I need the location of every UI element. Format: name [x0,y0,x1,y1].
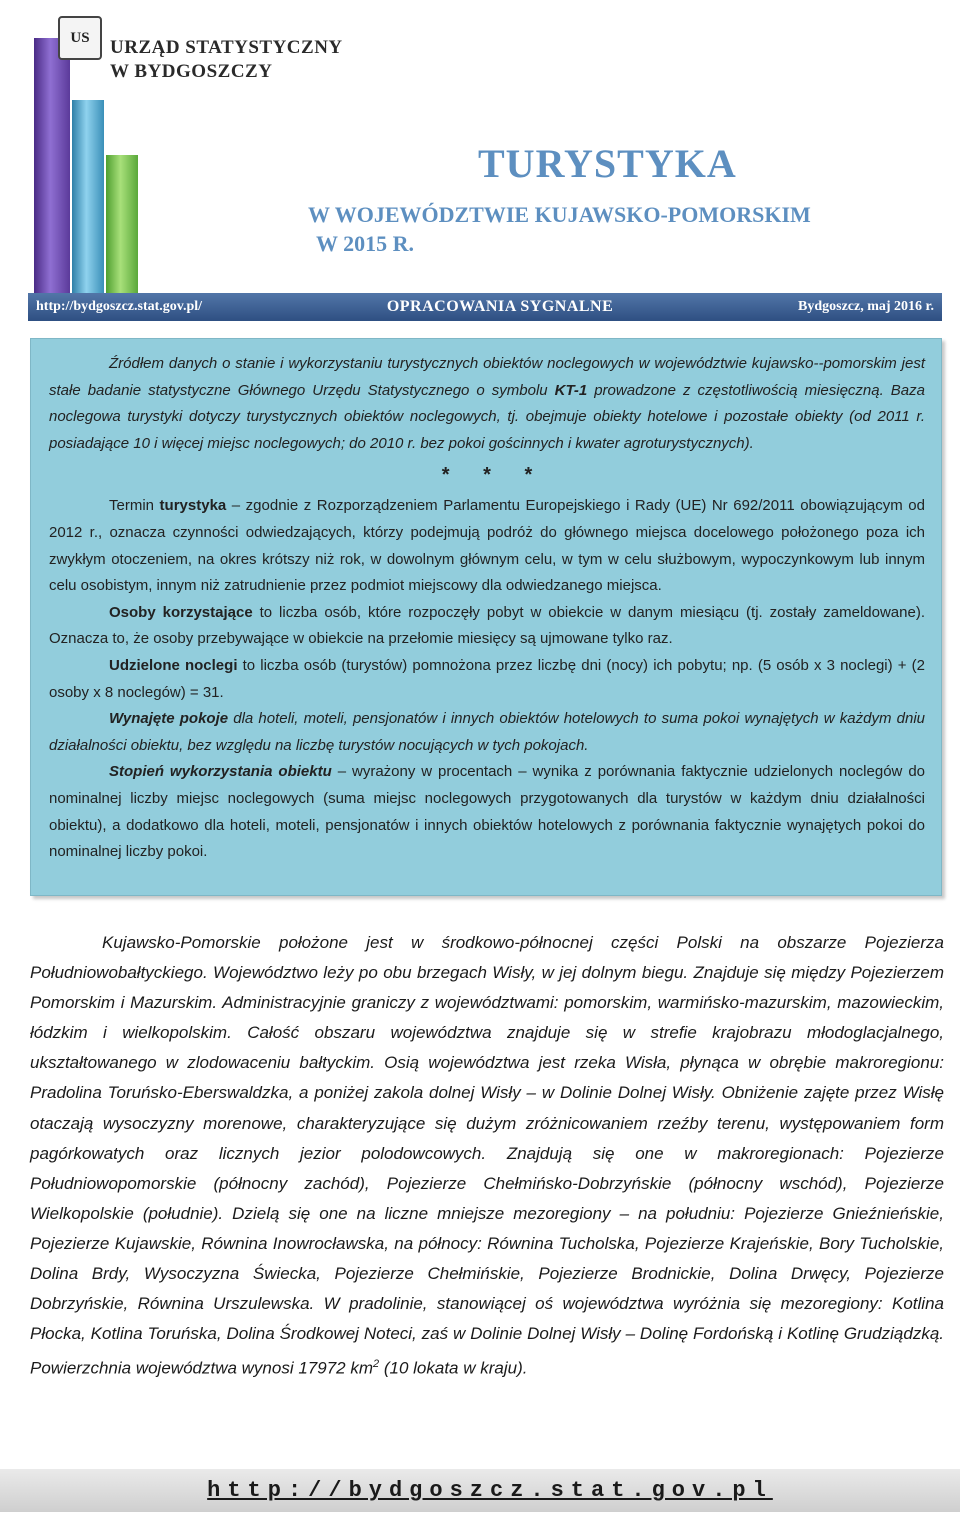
region-description [30,928,944,1384]
series-name: OPRACOWANIA SYGNALNE [386,298,614,315]
footer-url-link[interactable]: http://bydgoszcz.stat.gov.pl [207,1478,773,1503]
survey-symbol: KT-1 [554,381,588,399]
definition-text: dla hoteli, moteli, pensjonatów i innych obiektów hotelowych to suma pokoi wynajętych w każdym dniu działalności obiektu, bez względu na liczbę turystów nocujących w tych pokojach. [49,710,926,754]
logo-bar-purple [34,38,70,300]
definition-text: to liczba osób (turystów) pomnożona przez liczbę dni (nocy) ich pobytu; np. (5 osób x 3 noclegi) + (2 osoby x 8 noclegów) = 31. [49,656,925,701]
page-footer [0,1469,960,1512]
source-paragraph [49,351,925,457]
superscript-2: 2 [373,1358,380,1371]
definition-text: Termin [109,497,160,515]
definition-guests [49,600,925,653]
definition-term: turystyka [159,497,227,515]
definition-term: Udzielone noclegi [109,656,238,674]
definition-term: Osoby korzystające [109,603,253,621]
region-description-end: (10 lokata w kraju). [379,1358,528,1378]
signal-bar [28,293,942,321]
section-separator: * * * [441,464,547,487]
office-name [110,36,343,84]
definition-tourism [49,493,925,599]
source-text: Źródłem danych o stanie i wykorzystaniu turystycznych obiektów noclegowych w województwie kujawsko--pomorskim jest stałe badanie statystyczne Głównego Urzędu Statystycznego o symbolu [49,355,925,399]
report-subtitle-line1: W WOJEWÓDZTWIE KUJAWSKO-POMORSKIM [308,202,811,227]
report-subtitle-line2: W 2015 R. [316,231,414,256]
office-name-line2: W BYDGOSZCZY [110,61,273,82]
header-url-link[interactable]: http://bydgoszcz.stat.gov.pl/ [36,299,203,314]
logo-bar-blue [72,100,104,300]
definition-text: to liczba osób, które rozpoczęły pobyt w obiekcie w danym miesiącu (tj. zostały zameldowane). Oznacza to, że osoby przebywające w obiekcie na przełomie miesięcy są ujmowane tylko raz. [49,603,925,648]
definition-nights [49,653,925,706]
office-name-line1: URZĄD STATYSTYCZNY [110,37,343,58]
definition-occupancy [49,759,925,865]
region-description-text: Kujawsko-Pomorskie położone jest w środkowo-północnej części Polski na obszarze Pojezierza Południowobałtyckiego. Województwo leży po obu brzegach Wisły, w jej dolnym biegu. Znajduje się między Pojezierzem Pomorskim i Mazurskim. Administracyjnie graniczy z województwami: pomorskim, warmińsko-mazurskim, mazowieckim, łódzkim i wielkopolskim. Całość obszaru województwa znajduje się w strefie krajobrazu młodoglacjalnego, ukształtowanego w zlodowaceniu bałtyckim. Osią województwa jest rzeka Wisła, płynąca w obrębie makroregionu: Pradolina Toruńsko-Eberswaldzka, a poniżej zakola dolnej Wisły – w Dolinie Dolnej Wisły. Obniżenie zajęte przez Wisłę otaczają wysoczyzny morenowe, charakteryzujące się dużym zróżnicowaniem rzeźby terenu, występowaniem form pagórkowatych oraz licznych jezior polodowcowych. Znajdują się one w makroregionach: Pojezierze Południowopomorskie (północny zachód), Pojezierze Chełmińsko-Dobrzyńskie (północny wschód), Pojezierze Wielkopolskie (południe). Dzielą się one na liczne mniejsze mezoregiony – na południu: Pojezierze Gnieźnieńskie, Pojezierze Kujawskie, Równina Inowrocławska, na północy: Równina Tucholska, Pojezierze Krajeńskie, Bory Tucholskie, Dolina Brdy, Wysoczyzna Świecka, Pojezierze Chełmińskie, Pojezierze Brodnickie, Dolina Drwęcy, Pojezierze Dobrzyńskie, Równina Urszulewska. W pradolinie, stanowiącej oś województwa wyróżnia się mezoregiony: Kotlina Płocka, Kotlina Toruńska, Dolina Środkowej Noteci, zaś w Dolinie Dolnej Wisły – Dolinę Fordońską i Kotlinę Grudziądzką. Powierzchnia województwa wynosi 17972 km [30,933,944,1378]
definition-text: – zgodnie z Rozporządzeniem Parlamentu Europejskiego i Rady (UE) Nr 692/2011 obowiązującym od 2012 r., oznacza czynności odwiedzających, którzy podejmują podróż do głównego miejsca docelowego położonego poza ich zwykłym otoczeniem, na okres krótszy niż rok, w dowolnym głównym celu, w tym w celu służbowym, wypoczynkowym lub innym celu osobistym, innym niż zatrudnienie przez podmiot miejscowy dla odwiedzanego miejsca. [49,497,925,595]
definition-term: Wynajęte pokoje [109,710,229,728]
definition-rooms [49,706,925,759]
definition-text: – wyrażony w procentach – wynika z porównania faktycznie udzielonych noclegów do nominalnej liczby miejsc noclegowych (suma miejsc noclegowych przygotowanych dla turystów w każdym dniu działalności obiektu), a dodatkowo dla hoteli, moteli, pensjonatów i innych obiektów hotelowych z porównania faktycznie wynajętych pokoi do nominalnej liczby pokoi. [49,763,925,861]
report-subtitle [308,200,928,258]
ustat-logo-icon: US [58,16,102,60]
definitions-box [30,338,942,896]
logo-bar-green [106,155,138,300]
place-date: Bydgoszcz, maj 2016 r. [798,299,934,314]
source-text-cont: prowadzone z częstotliwością miesięczną. Baza noclegowa turystyki dotyczy turystycznych obiektów noclegowych, tj. obejmuje obiekty hotelowe i pozostałe obiekty (od 2011 r. posiadające 10 i więcej miejsc noclegowych; do 2010 r. bez pokoi gościnnych i kwater agroturystycznych). [49,381,925,452]
report-header [28,10,942,318]
report-title: TURYSTYKA [478,141,737,186]
definition-term: Stopień wykorzystania obiektu [109,763,332,781]
